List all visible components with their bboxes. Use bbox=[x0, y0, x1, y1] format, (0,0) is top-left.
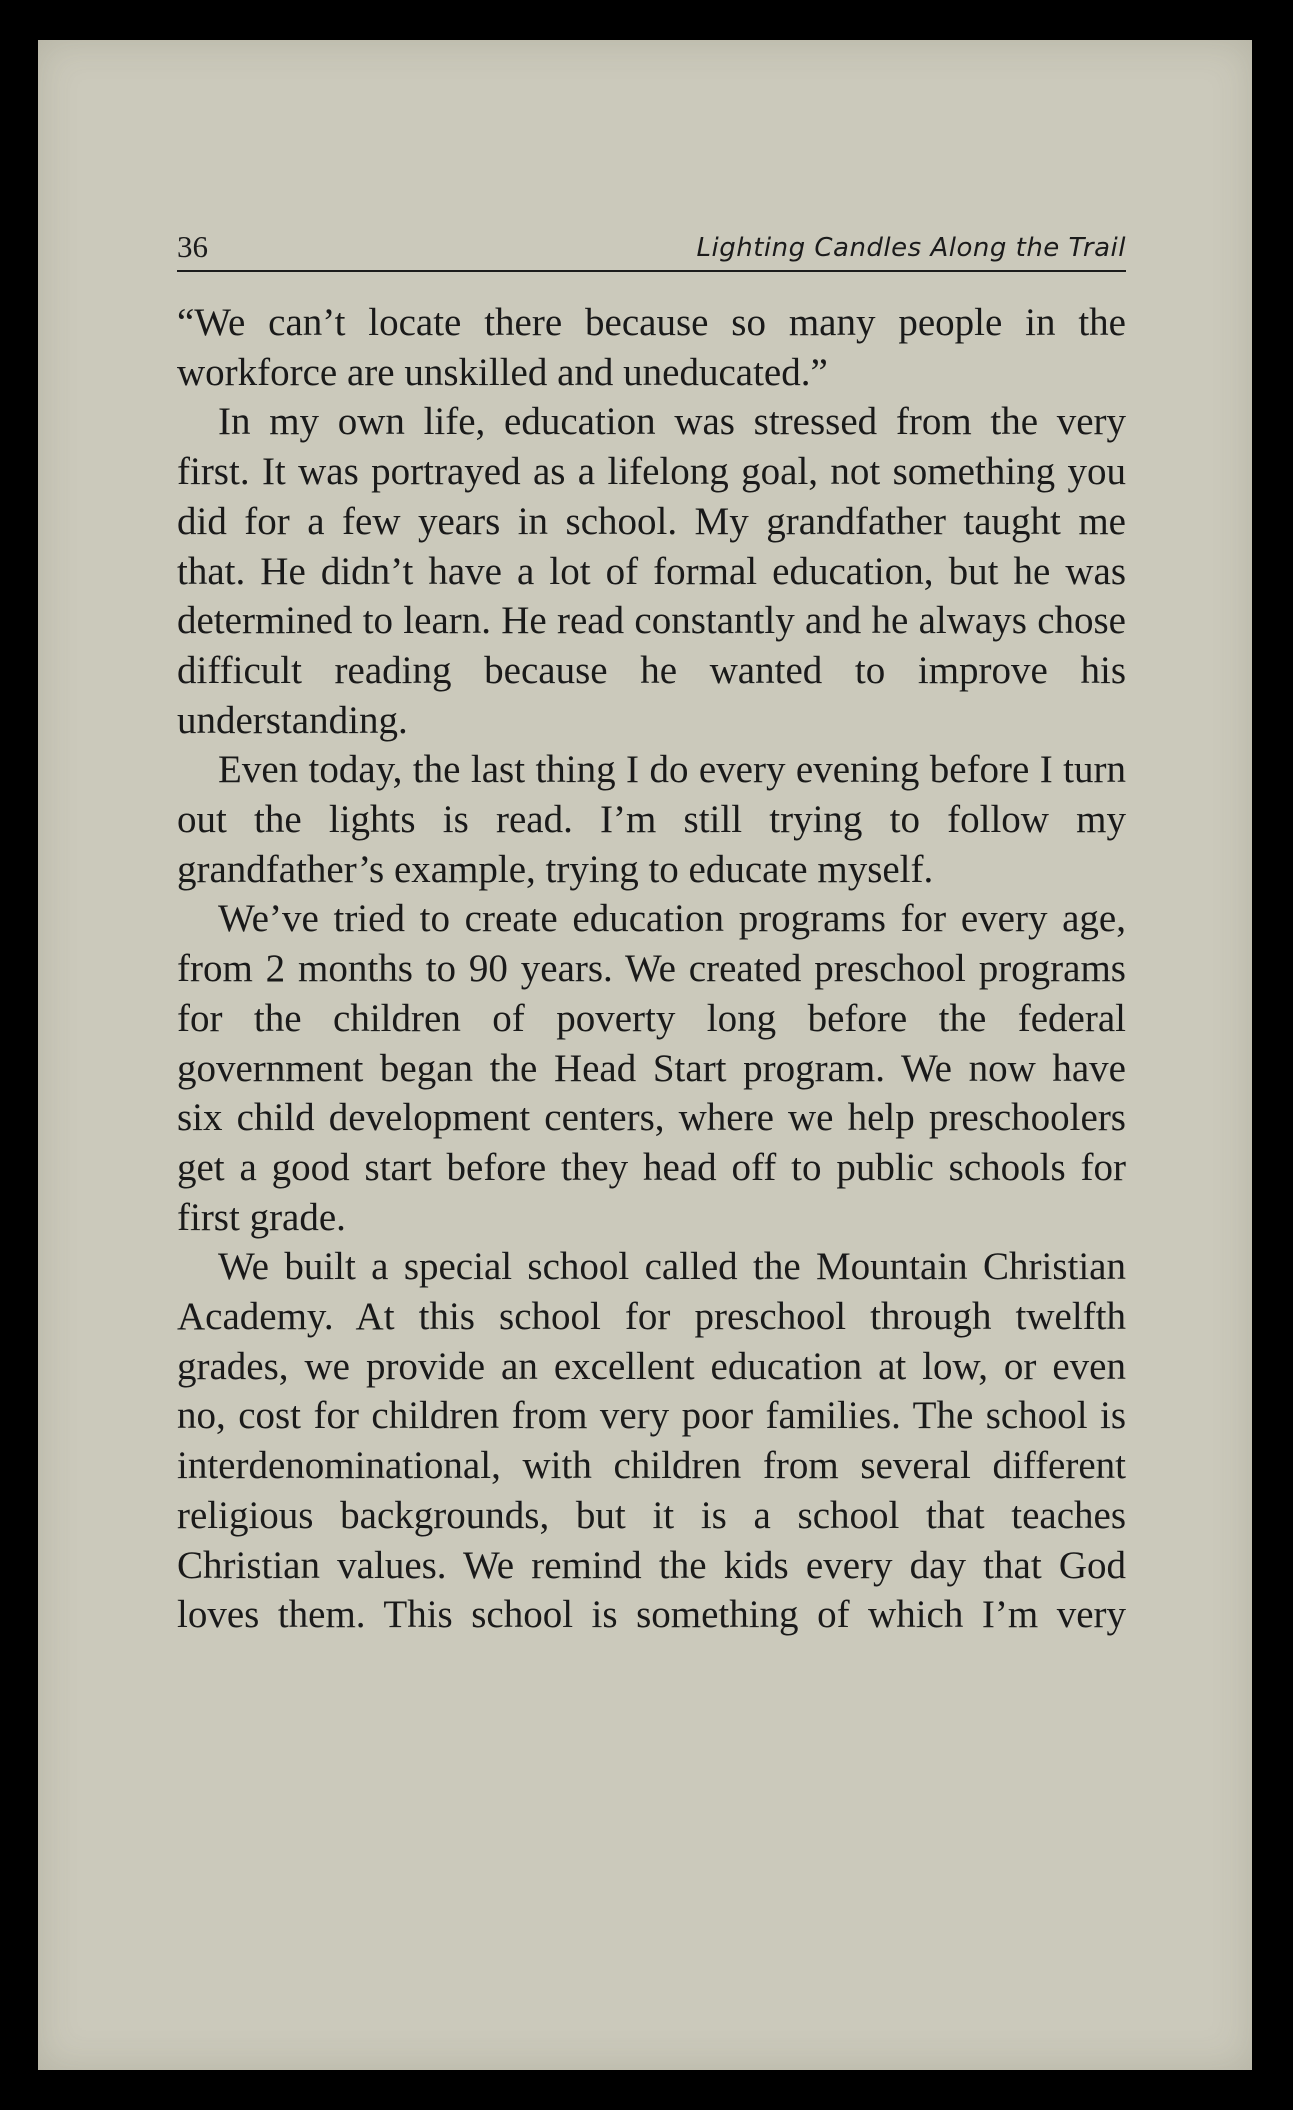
paragraph-quote: “We can’t locate there because so many people in the workforce are unskilled and uneducated.” bbox=[177, 301, 1126, 394]
paragraph-education-programs: We’ve tried to create education programs for every age, from 2 months to 90 years. We created preschool programs for the children of poverty long before the federal government began the Head Start program. We now have six child development centers, where we help preschoolers get a good start before they head off to public schools for first grade. bbox=[177, 897, 1126, 1239]
running-header bbox=[177, 224, 1126, 272]
paragraph-evening-reading: Even today, the last thing I do every evening before I turn out the lights is read. I’m still trying to follow my grandfather’s example, trying to educate myself. bbox=[177, 748, 1126, 891]
paragraph-mountain-christian-academy: We built a special school called the Mountain Christian Academy. At this school for preschool through twelfth grades, we provide an excellent education at low, or even no, cost for children from very poor families. The school is interdenominational, with children from several different religious backgrounds, but it is a school that teaches Christian values. We remind the kids every day that God loves them. This school is something of which I’m very bbox=[177, 1245, 1126, 1637]
page-number: 36 bbox=[177, 229, 208, 264]
running-title: Lighting Candles Along the Trail bbox=[696, 233, 1126, 263]
body-text bbox=[177, 298, 1126, 1640]
paragraph-grandfather: In my own life, education was stressed from the very first. It was portrayed as a lifelong goal, not something you did for a few years in school. My grandfather taught me that. He didn’t have a lot of formal education, but he was determined to learn. He read constantly and he always chose difficult reading because he wanted to improve his understanding. bbox=[177, 400, 1126, 742]
